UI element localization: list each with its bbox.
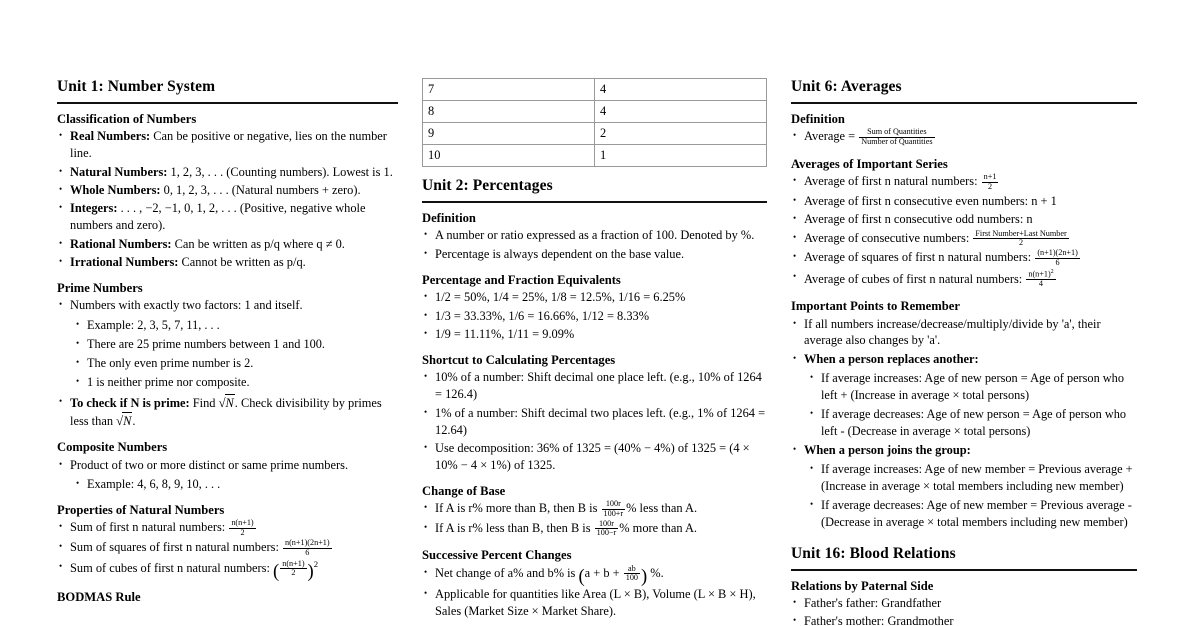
list-shortcut-percentages <box>422 369 767 473</box>
fraction-denominator: 100−r <box>596 528 617 538</box>
item-text: The only even prime number is 2. <box>87 356 254 371</box>
list-item-prime-check <box>57 394 398 430</box>
list-percentage-fraction-equivalents <box>422 289 767 343</box>
middle-column <box>422 78 767 626</box>
list-item <box>74 336 398 353</box>
list-prime-numbers <box>57 297 398 430</box>
page-title-unit-1: Unit 1: Number System <box>57 78 398 104</box>
table-row <box>423 123 767 145</box>
left-column <box>57 78 398 626</box>
list-item <box>791 351 1137 368</box>
list-item <box>74 476 398 493</box>
formula-label: Average of first n consecutive odd numbers: <box>804 212 1024 227</box>
page-title-unit-16: Unit 16: Blood Relations <box>791 545 1137 571</box>
list-item <box>422 586 767 620</box>
list-item <box>422 308 767 325</box>
item-lead: Irrational Numbers: <box>70 254 179 269</box>
formula-label: Average of cubes of first n natural numbers: <box>804 271 1023 286</box>
fraction-denominator: 6 <box>305 547 310 557</box>
formula-label: Sum of squares of first n natural numbers: <box>70 540 279 555</box>
section-heading-successive-percent-changes: Successive Percent Changes <box>422 548 572 563</box>
list-item <box>422 289 767 306</box>
item-text: Example: 4, 6, 8, 9, 10, . . . <box>87 476 221 491</box>
item-text: If A is r% more than B, then B is <box>435 501 601 516</box>
list-item <box>791 595 1137 612</box>
list-item <box>808 461 1137 494</box>
list-item <box>791 316 1137 350</box>
item-text: Percentage is always dependent on the base value. <box>435 246 685 261</box>
fraction-numerator: n(n+1)(2n+1) <box>285 538 330 547</box>
list-item <box>808 497 1137 530</box>
list-item-formula <box>57 539 398 557</box>
item-text: Applicable for quantities like Area (L × B), Volume (L × B × H), Sales (Market Size × Market Share). <box>435 587 756 619</box>
fraction <box>283 539 332 557</box>
fraction <box>280 560 306 578</box>
paren-open: ( <box>578 566 585 588</box>
formula-label: Average = <box>804 129 859 144</box>
list-successive-percent-changes <box>422 565 767 620</box>
list-item <box>57 200 398 234</box>
section-heading-important-points-to-remember: Important Points to Remember <box>791 298 960 313</box>
item-text: Father's mother: Grandmother <box>804 614 954 626</box>
item-lead: Integers: <box>70 201 118 216</box>
item-text: If average increases: Age of new person = Age of person who left + (Increase in average × total persons) <box>821 371 1124 402</box>
item-text: There are 25 prime numbers between 1 and 100. <box>87 336 325 351</box>
item-text: Example: 2, 3, 5, 7, 11, . . . <box>87 317 220 332</box>
item-text: 1/3 = 33.33%, 1/6 = 16.66%, 1/12 = 8.33% <box>435 308 650 323</box>
item-lead: Real Numbers: <box>70 129 151 144</box>
list-item <box>808 406 1137 439</box>
item-text: 1/2 = 50%, 1/4 = 25%, 1/8 = 12.5%, 1/16 = 6.25% <box>435 290 686 305</box>
table-cell: 8 <box>423 101 595 123</box>
list-classification-of-numbers <box>57 128 398 270</box>
section-heading-properties-natural-numbers: Properties of Natural Numbers <box>57 502 225 517</box>
list-item-formula <box>422 520 767 538</box>
list-composite-numbers <box>57 457 398 493</box>
section-heading-shortcut-calculating-percentages: Shortcut to Calculating Percentages <box>422 352 616 367</box>
list-item <box>422 405 767 439</box>
fraction-numerator: Sum of Quantities <box>859 128 934 138</box>
fraction-denominator: 2 <box>291 568 296 578</box>
nested-list-person-replaces <box>808 370 1137 439</box>
item-text: If A is r% less than B, then B is <box>435 521 594 536</box>
item-text: 1, 2, 3, . . . (Counting numbers). Lowest is 1. <box>167 164 393 179</box>
exponent: 2 <box>313 558 319 569</box>
table-row <box>423 79 767 101</box>
section-heading-composite-numbers: Composite Numbers <box>57 440 168 455</box>
fraction-denominator: 100 <box>625 573 638 583</box>
section-heading-bodmas-rule: BODMAS Rule <box>57 589 141 604</box>
table-cell: 7 <box>423 79 595 101</box>
fraction-denominator: Number of Quantities <box>861 137 933 147</box>
list-item <box>57 182 398 199</box>
item-text: If average increases: Age of new member = Previous average + (Increase in average × total members including new member) <box>821 462 1133 494</box>
table-cell: 9 <box>423 123 595 145</box>
nested-list-person-joins <box>808 461 1137 530</box>
section-heading-averages-important-series: Averages of Important Series <box>791 156 948 171</box>
fraction-numerator: First Number+Last Number <box>975 228 1067 238</box>
section-heading-percentage-fraction-equivalents: Percentage and Fraction Equivalents <box>422 272 621 287</box>
item-text: 1 is neither prime nor composite. <box>87 375 250 390</box>
right-column <box>791 78 1137 626</box>
item-text: Net change of a% and b% is <box>435 565 579 580</box>
list-item-formula <box>57 519 398 537</box>
table-cell: 1 <box>595 145 767 167</box>
item-text: Father's father: Grandfather <box>804 596 942 611</box>
section-heading-definition: Definition <box>422 210 476 225</box>
item-text: Numbers with exactly two factors: 1 and itself. <box>70 298 303 313</box>
item-text: 1% of a number: Shift decimal two places left. (e.g., 1% of 1264 = 12.64) <box>435 405 766 437</box>
list-item-formula <box>791 193 1137 210</box>
formula-inner: a + b + <box>584 565 623 580</box>
formula-plain: n + 1 <box>1031 193 1057 208</box>
list-item-formula <box>791 128 1137 146</box>
list-item <box>422 369 767 403</box>
fraction-numerator: n(n+1) <box>282 558 305 568</box>
fraction-denominator: 100+r <box>603 508 624 518</box>
section-heading-relations-paternal-side: Relations by Paternal Side <box>791 578 934 593</box>
section-heading-prime-numbers: Prime Numbers <box>57 280 143 295</box>
list-item-formula <box>791 173 1137 191</box>
list-relations-paternal-side <box>791 595 1137 626</box>
formula-label: Sum of cubes of first n natural numbers: <box>70 560 270 575</box>
list-item <box>422 326 767 343</box>
exponent: 2 <box>1050 269 1054 275</box>
formula-label: Sum of first n natural numbers: <box>70 520 226 535</box>
item-text: . <box>132 413 136 428</box>
fraction-numerator: (n+1)(2n+1) <box>1037 248 1078 258</box>
fraction-numerator: ab <box>624 565 640 575</box>
item-lead: Whole Numbers: <box>70 183 161 197</box>
item-text: 0, 1, 2, 3, . . . (Natural numbers + zero). <box>160 183 361 197</box>
formula-label: Average of consecutive numbers: <box>804 230 970 245</box>
fraction-denominator: 4 <box>1038 279 1043 289</box>
item-text: If all numbers increase/decrease/multiply/divide by 'a', their average also changes by 'a'. <box>804 316 1101 348</box>
table-cell: 4 <box>595 79 767 101</box>
item-lead: Natural Numbers: <box>70 164 168 179</box>
section-heading-definition: Definition <box>791 111 845 126</box>
list-item-formula <box>791 230 1137 248</box>
three-column-layout <box>57 78 1141 626</box>
item-text: A number or ratio expressed as a fraction of 100. Denoted by %. <box>435 228 755 243</box>
page-title-unit-6: Unit 6: Averages <box>791 78 1137 104</box>
numerator-base: n(n+1) <box>1028 269 1051 279</box>
nested-list-prime-examples <box>74 317 398 391</box>
formula-label: Average of first n consecutive even numbers: <box>804 193 1029 208</box>
formula-label: Average of first n natural numbers: <box>804 174 978 189</box>
item-text: % less than A. <box>626 501 698 516</box>
list-item <box>74 355 398 372</box>
table-row <box>423 101 767 123</box>
sqrt-radicand: N <box>225 395 234 410</box>
fraction <box>229 519 255 537</box>
item-text: 1/9 = 11.11%, 1/11 = 9.09% <box>435 326 575 341</box>
list-item-formula <box>791 269 1137 289</box>
table-row <box>423 145 767 167</box>
list-change-of-base <box>422 500 767 538</box>
fraction-denominator: 6 <box>1055 257 1060 267</box>
sqrt-expression: √N <box>218 395 234 410</box>
list-item <box>808 370 1137 403</box>
list-item <box>57 128 398 162</box>
fraction <box>973 230 1068 248</box>
list-item <box>422 227 767 244</box>
item-text: If average decreases: Age of new person = Age of person who left - (Decrease in average × total persons) <box>821 407 1127 438</box>
list-item-formula <box>57 558 398 583</box>
sqrt-expression: √N <box>116 413 132 428</box>
item-lead: When a person replaces another: <box>804 351 979 366</box>
fraction-numerator: n+1 <box>983 172 997 182</box>
item-text: Cannot be written as p/q. <box>178 254 306 269</box>
list-item-formula <box>422 563 767 588</box>
list-item <box>791 613 1137 626</box>
list-averages-important-series <box>791 173 1137 289</box>
list-item <box>74 374 398 391</box>
list-item-formula <box>791 249 1137 267</box>
nested-list-composite-examples <box>74 476 398 493</box>
list-item-formula <box>791 211 1137 228</box>
fraction-denominator: 2 <box>987 181 993 191</box>
section-heading-classification: Classification of Numbers <box>57 111 197 126</box>
item-text: 10% of a number: Shift decimal one place left. (e.g., 10% of 1264 = 126.4) <box>435 370 762 402</box>
item-text: Can be written as p/q where q ≠ 0. <box>171 236 345 251</box>
fraction <box>602 500 626 518</box>
fraction-denominator: 2 <box>240 527 245 537</box>
section-heading-change-of-base: Change of Base <box>422 483 506 498</box>
page-title-unit-2: Unit 2: Percentages <box>422 177 767 203</box>
list-item-formula <box>422 500 767 518</box>
item-text: . Check divisibility by primes less than <box>70 395 382 428</box>
fraction <box>1026 269 1055 289</box>
list-important-points <box>791 316 1137 531</box>
fraction-numerator: 100r <box>602 500 626 510</box>
list-average-definition <box>791 128 1137 146</box>
paren-close: ) <box>307 561 314 583</box>
list-item <box>57 254 398 271</box>
fraction <box>624 565 640 583</box>
data-table <box>422 78 767 167</box>
item-text: Can be positive or negative, lies on the number line. <box>70 129 387 161</box>
list-item <box>791 442 1137 459</box>
list-properties-natural-numbers <box>57 518 398 583</box>
formula-label: Average of squares of first n natural numbers: <box>804 250 1032 265</box>
paren-close: ) <box>641 566 648 588</box>
fraction-numerator: 100r <box>595 520 619 530</box>
item-lead: Rational Numbers: <box>70 236 172 251</box>
fraction <box>595 520 619 538</box>
item-text: . . . , −2, −1, 0, 1, 2, . . . (Positive, negative whole numbers and zero). <box>70 201 366 233</box>
table-cell: 2 <box>595 123 767 145</box>
list-item <box>57 164 398 181</box>
item-text: % more than A. <box>619 521 698 536</box>
list-percentage-definition <box>422 227 767 262</box>
fraction <box>1035 249 1080 267</box>
fraction-denominator: 2 <box>1018 238 1024 248</box>
item-text: Use decomposition: 36% of 1325 = (40% − 4%) of 1325 = (4 × 10% − 4 × 1%) of 1325. <box>435 440 750 472</box>
list-item <box>57 457 398 474</box>
fraction <box>982 173 999 191</box>
list-item <box>57 236 398 253</box>
item-lead: When a person joins the group: <box>804 442 971 457</box>
item-text: Find <box>189 395 219 410</box>
formula-plain: n <box>1026 212 1033 227</box>
fraction-numerator: n(n+1) <box>231 518 254 528</box>
item-text: Product of two or more distinct or same prime numbers. <box>70 457 349 472</box>
item-text: %. <box>647 565 664 580</box>
item-lead: To check if N is prime: <box>70 395 190 410</box>
fraction <box>859 128 934 146</box>
paren-open: ( <box>273 561 280 583</box>
table-cell: 4 <box>595 101 767 123</box>
table-cell: 10 <box>423 145 595 167</box>
list-item <box>422 440 767 474</box>
list-item <box>422 246 767 263</box>
item-text: If average decreases: Age of new member = Previous average - (Decrease in average × total members including new member) <box>821 498 1132 529</box>
list-item <box>74 317 398 334</box>
list-item <box>57 297 398 314</box>
